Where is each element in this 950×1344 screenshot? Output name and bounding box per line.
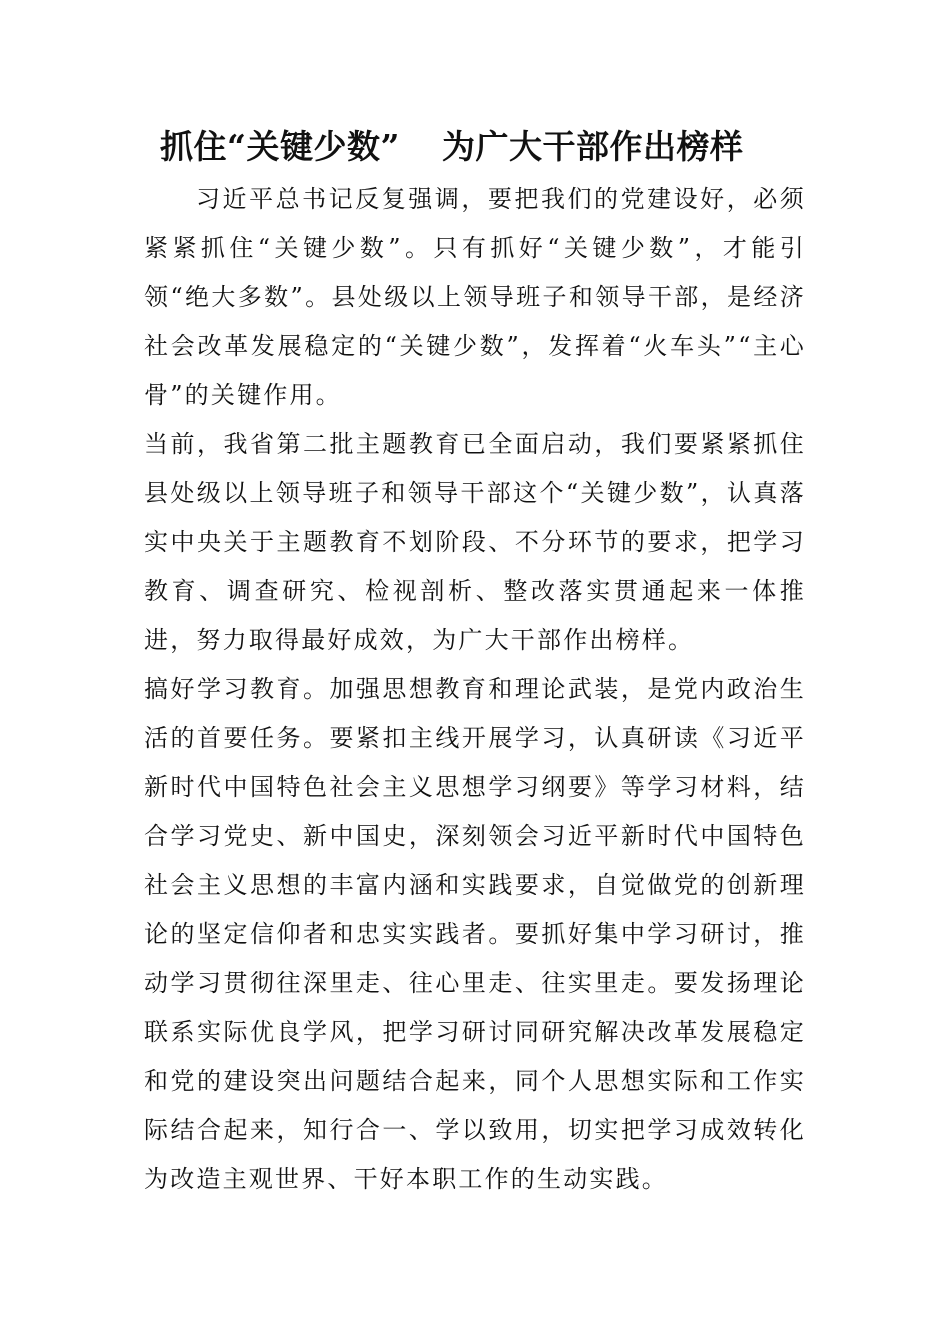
- paragraph-1: 习近平总书记反复强调，要把我们的党建设好，必须紧紧抓住“关键少数”。只有抓好“关键少数”，才能引领“绝大多数”。县处级以上领导班子和领导干部，是经济社会改革发展稳定的“关键少数”，发挥着“火车头”“主心骨”的关键作用。: [144, 185, 806, 409]
- document-body: [144, 175, 806, 1204]
- paragraph-3: 搞好学习教育。加强思想教育和理论武装，是党内政治生活的首要任务。要紧扣主线开展学习，认真研读《习近平新时代中国特色社会主义思想学习纲要》等学习材料，结合学习党史、新中国史，深刻领会习近平新时代中国特色社会主义思想的丰富内涵和实践要求，自觉做党的创新理论的坚定信仰者和忠实实践者。要抓好集中学习研讨，推动学习贯彻往深里走、往心里走、往实里走。要发扬理论联系实际优良学风，把学习研讨同研究解决改革发展稳定和党的建设突出问题结合起来，同个人思想实际和工作实际结合起来，知行合一、学以致用，切实把学习成效转化为改造主观世界、干好本职工作的生动实践。: [144, 675, 806, 1193]
- paragraph-2: 当前，我省第二批主题教育已全面启动，我们要紧紧抓住县处级以上领导班子和领导干部这个“关键少数”，认真落实中央关于主题教育不划阶段、不分环节的要求，把学习教育、调查研究、检视剖析、整改落实贯通起来一体推进，努力取得最好成效，为广大干部作出榜样。: [144, 430, 806, 654]
- document-title: [160, 122, 820, 172]
- title-part-1: 抓住“关键少数”: [160, 127, 400, 166]
- title-part-2: 为广大干部作出榜样: [441, 127, 744, 166]
